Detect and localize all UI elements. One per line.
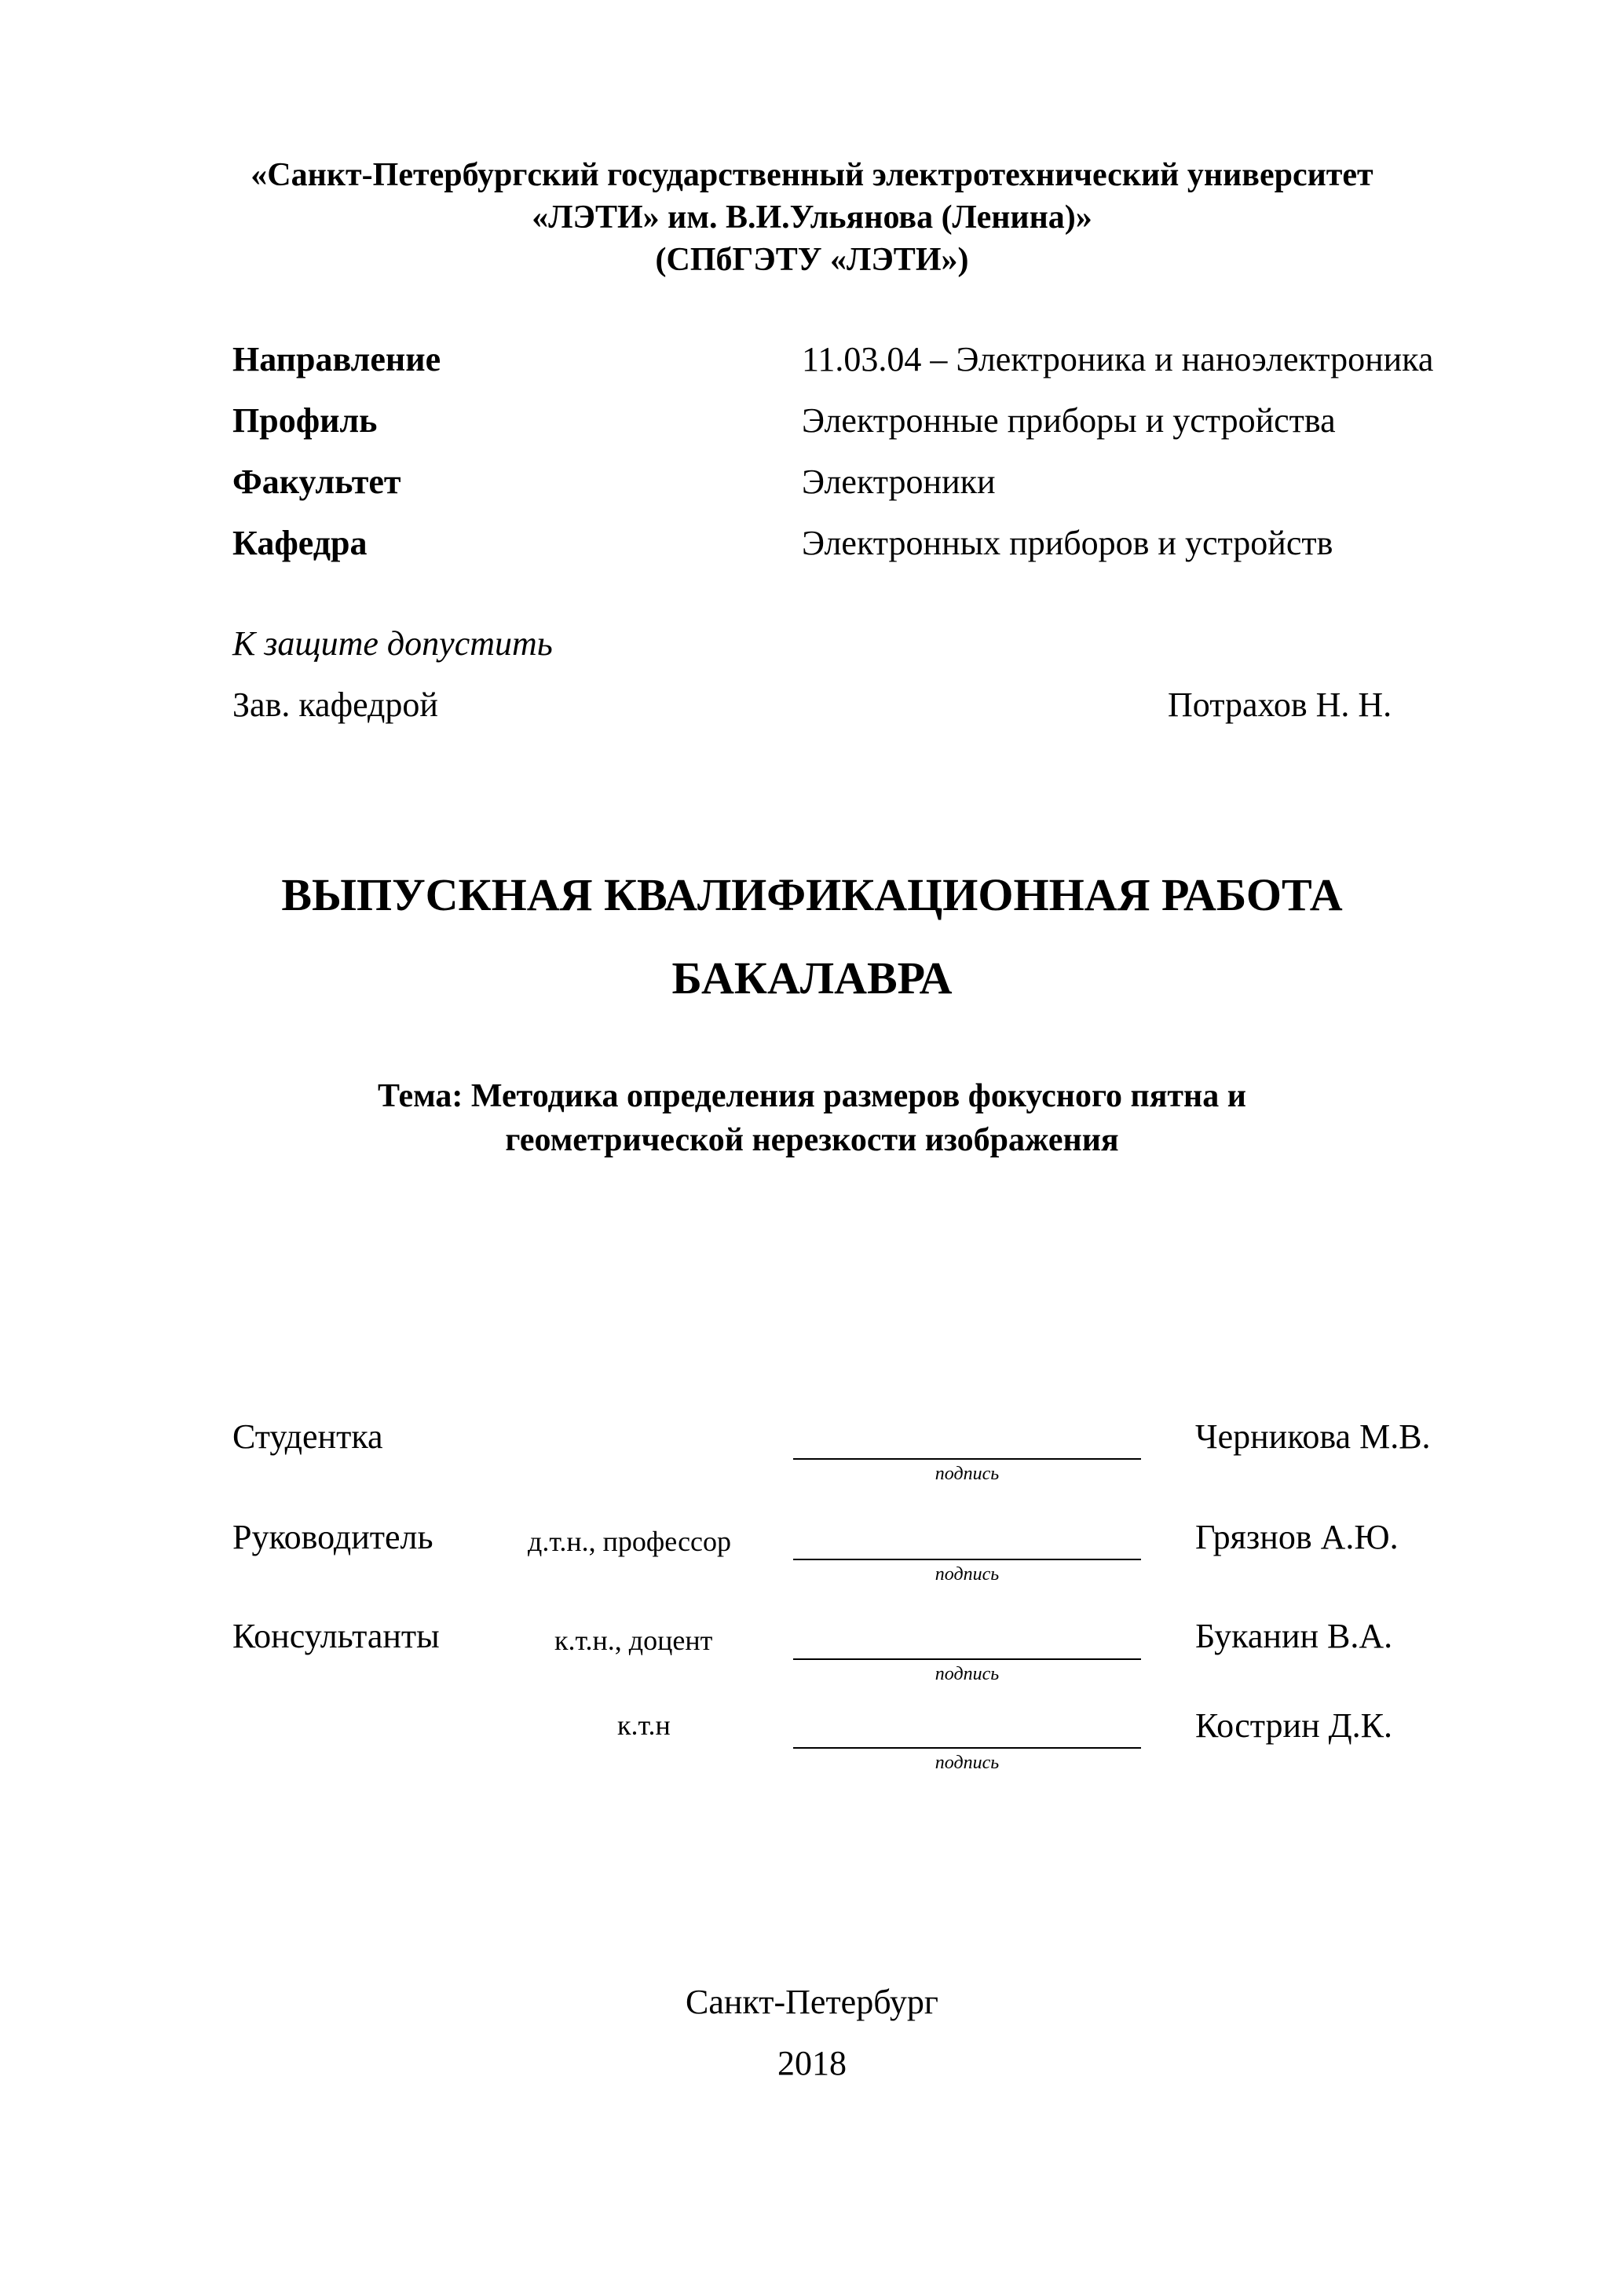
city: Санкт-Петербург (686, 1983, 938, 2021)
faculty-label: Факультет (232, 462, 401, 501)
supervisor-name: Грязнов А.Ю. (1195, 1518, 1399, 1556)
defense-approval-note: К защите допустить (232, 624, 553, 663)
faculty-value: Электроники (802, 462, 996, 501)
consultants-label: Консультанты (232, 1617, 440, 1655)
year: 2018 (777, 2044, 847, 2082)
student-signature-caption: подпись (935, 1464, 1000, 1484)
department-label: Кафедра (232, 524, 368, 562)
consultant2-degree: к.т.н (617, 1709, 671, 1741)
head-of-department-name: Потрахов Н. Н. (1168, 686, 1392, 724)
profile-label: Профиль (232, 401, 378, 440)
consultant1-name: Буканин В.А. (1195, 1617, 1393, 1655)
student-signature-line (793, 1458, 1141, 1460)
consultant2-name: Кострин Д.К. (1195, 1706, 1393, 1745)
supervisor-label: Руководитель (232, 1518, 433, 1556)
direction-label: Направление (232, 340, 441, 378)
university-name-line1: «Санкт-Петербургский государственный электротехнический университет (251, 157, 1373, 193)
direction-value: 11.03.04 – Электроника и наноэлектроника (802, 340, 1434, 378)
student-name: Черникова М.В. (1195, 1417, 1431, 1456)
supervisor-signature-line (793, 1559, 1141, 1560)
student-label: Студентка (232, 1417, 383, 1456)
consultant2-signature-caption: подпись (935, 1753, 1000, 1773)
topic-line1: Тема: Методика определения размеров фокусного пятна и (378, 1078, 1246, 1114)
consultant2-signature-line (793, 1747, 1141, 1749)
profile-value: Электронные приборы и устройства (802, 401, 1336, 440)
topic-line2: геометрической нерезкости изображения (505, 1122, 1119, 1158)
work-title-line2: БАКАЛАВРА (671, 952, 953, 1004)
head-of-department-label: Зав. кафедрой (232, 686, 438, 724)
consultant1-signature-caption: подпись (935, 1664, 1000, 1684)
supervisor-degree: д.т.н., профессор (528, 1526, 732, 1557)
work-title-line1: ВЫПУСКНАЯ КВАЛИФИКАЦИОННАЯ РАБОТА (281, 869, 1343, 920)
university-header (0, 154, 1624, 281)
department-value: Электронных приборов и устройств (802, 524, 1333, 562)
university-name-line2: «ЛЭТИ» им. В.И.Ульянова (Ленина)» (532, 199, 1092, 236)
supervisor-signature-caption: подпись (935, 1564, 1000, 1585)
consultant1-signature-line (793, 1658, 1141, 1660)
university-abbreviation: (СПбГЭТУ «ЛЭТИ») (655, 242, 969, 278)
consultant1-degree: к.т.н., доцент (554, 1625, 713, 1656)
